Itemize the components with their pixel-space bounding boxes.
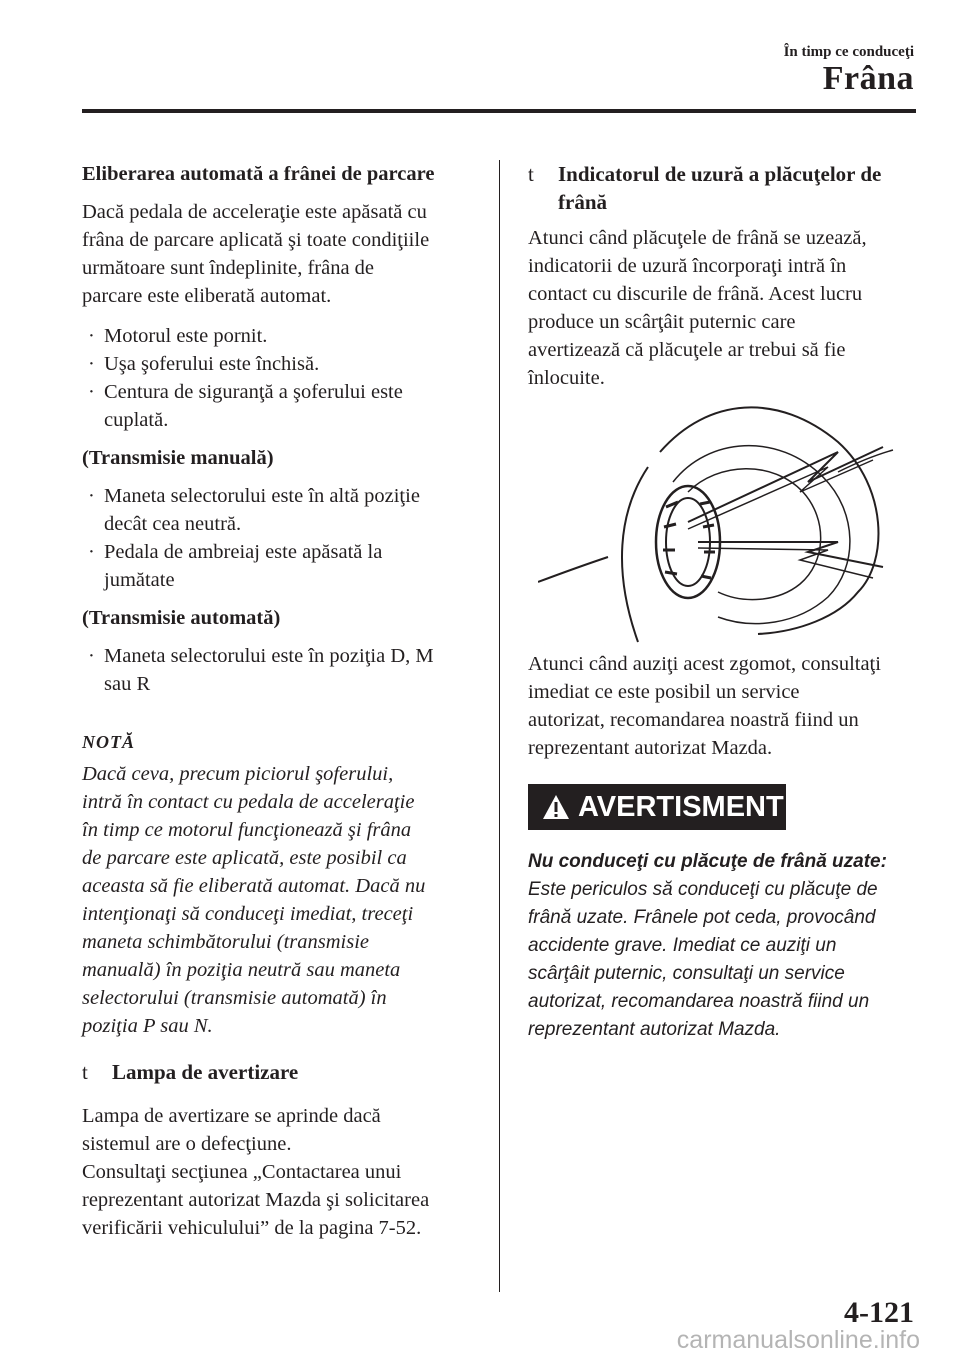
list-item bbox=[82, 322, 470, 350]
note-line: maneta schimbătorului (transmisie bbox=[82, 931, 369, 953]
note-text bbox=[82, 760, 470, 1040]
list-item bbox=[82, 642, 470, 698]
list-item-line: jumătate bbox=[104, 569, 175, 591]
page-number: 4-121 bbox=[844, 1296, 914, 1329]
paragraph-line: Dacă pedala de acceleraţie este apăsată cu bbox=[82, 201, 427, 223]
heading-line: Indicatorul de uzură a plăcuţelor de bbox=[558, 162, 882, 186]
warning-text bbox=[528, 848, 908, 1044]
warning-line: scârţâit puternic, consultaţi un service bbox=[528, 963, 845, 984]
list-item-line: Centura de siguranţă a şoferului este bbox=[104, 381, 403, 403]
note-line: de parcare este aplicată, este posibil ca bbox=[82, 847, 407, 869]
note-line: selectorului (transmisie automată) în bbox=[82, 987, 387, 1009]
right-column-lower bbox=[528, 650, 918, 1044]
squeal-bolt-lower bbox=[698, 542, 883, 567]
body-line bbox=[538, 557, 608, 582]
note-line: intenţionaţi să conduceţi imediat, treceţi bbox=[82, 903, 414, 925]
warning-line: Este periculos să conduceţi cu plăcuţe de bbox=[528, 879, 878, 900]
section-marker-icon: t bbox=[528, 162, 534, 186]
manual-transmission-heading: (Transmisie manuală) bbox=[82, 447, 274, 469]
body-line-right bbox=[838, 450, 893, 472]
heading-line: frână bbox=[558, 190, 607, 214]
header-rule bbox=[82, 109, 916, 113]
list-item-line: sau R bbox=[104, 673, 151, 695]
section-marker-icon: t bbox=[82, 1060, 88, 1084]
auto-release-heading: Eliberarea automată a frânei de parcare bbox=[82, 163, 435, 185]
paragraph-line: avertizează că plăcuţele ar trebui să fie bbox=[528, 339, 846, 361]
paragraph-line: înlocuite. bbox=[528, 367, 605, 389]
note-line: în timp ce motorul funcţionează şi frâna bbox=[82, 819, 412, 841]
list-item bbox=[82, 538, 470, 594]
auto-release-intro bbox=[82, 198, 470, 310]
automatic-conditions-list bbox=[82, 642, 470, 698]
paragraph-line: reprezentant autorizat Mazda şi solicitarea bbox=[82, 1189, 430, 1211]
column-divider bbox=[499, 160, 500, 1292]
bullet-dot-icon: · bbox=[88, 645, 95, 667]
brake-pad-wear-illustration bbox=[538, 392, 918, 644]
paragraph-line: Atunci când plăcuţele de frână se uzează, bbox=[528, 227, 867, 249]
list-item-line: Motorul este pornit. bbox=[104, 325, 268, 347]
paragraph-line: reprezentant autorizat Mazda. bbox=[528, 737, 773, 759]
warning-line: reprezentant autorizat Mazda. bbox=[528, 1019, 781, 1040]
bullet-dot-icon: · bbox=[88, 485, 95, 507]
squeal-bolt-upper-inner bbox=[688, 460, 873, 529]
paragraph-line: Atunci când auziţi acest zgomot, consultaţi bbox=[528, 653, 881, 675]
warning-banner bbox=[528, 784, 786, 830]
warning-triangle-icon bbox=[542, 793, 570, 821]
paragraph-line: Lampa de avertizare se aprinde dacă bbox=[82, 1105, 381, 1127]
note-line: manuală) în poziţia neutră sau maneta bbox=[82, 959, 401, 981]
note-line: Dacă ceva, precum piciorul şoferului, bbox=[82, 763, 394, 785]
warning-lamp-text bbox=[82, 1102, 470, 1242]
paragraph-line: sistemul are o defecţiune. bbox=[82, 1133, 292, 1155]
automatic-transmission-heading: (Transmisie automată) bbox=[82, 607, 281, 629]
watermark: carmanualsonline.info bbox=[676, 1326, 920, 1354]
list-item-line: Maneta selectorului este în poziţia D, M bbox=[104, 645, 434, 667]
list-item bbox=[82, 350, 470, 378]
paragraph-line: Consultaţi secţiunea „Contactarea unui bbox=[82, 1161, 402, 1183]
warning-line: autorizat, recomandarea noastră fiind un bbox=[528, 991, 870, 1012]
paragraph-line: autorizat, recomandarea noastră fiind un bbox=[528, 709, 859, 731]
list-item-line: Maneta selectorului este în altă poziţie bbox=[104, 485, 420, 507]
wear-indicator-text bbox=[528, 224, 918, 392]
warning-label: AVERTISMENT bbox=[578, 791, 784, 823]
list-item-line: decât cea neutră. bbox=[104, 513, 242, 535]
service-advice-text bbox=[528, 650, 918, 762]
paragraph-line: contact cu discurile de frână. Acest lucru bbox=[528, 283, 863, 305]
chapter-title: În timp ce conduceţi bbox=[783, 44, 914, 60]
bullet-dot-icon: · bbox=[88, 381, 95, 403]
wear-indicator-heading-text bbox=[558, 160, 918, 216]
list-item bbox=[82, 482, 470, 538]
paragraph-line: imediat ce este posibil un service bbox=[528, 681, 800, 703]
list-item bbox=[82, 378, 470, 434]
paragraph-line: produce un scârţâit puternic care bbox=[528, 311, 796, 333]
paragraph-line: frâna de parcare aplicată şi toate condiţiile bbox=[82, 229, 430, 251]
paragraph-line: parcare este eliberată automat. bbox=[82, 285, 332, 307]
warning-lamp-heading-text: Lampa de avertizare bbox=[112, 1060, 299, 1084]
list-item-line: Uşa şoferului este închisă. bbox=[104, 353, 320, 375]
wheel-arch-left bbox=[622, 467, 648, 642]
note-line: aceasta să fie eliberată automat. Dacă nu bbox=[82, 875, 426, 897]
paragraph-line: următoare sunt îndeplinite, frâna de bbox=[82, 257, 375, 279]
bullet-dot-icon: · bbox=[88, 353, 95, 375]
paragraph-line: verificării vehiculului” de la pagina 7-52. bbox=[82, 1217, 422, 1239]
note-line: intră în contact cu pedala de acceleraţie bbox=[82, 791, 415, 813]
bullet-dot-icon: · bbox=[88, 541, 95, 563]
note-title: NOTĂ bbox=[82, 732, 135, 752]
disc-outer bbox=[673, 446, 850, 624]
list-item-line: cuplată. bbox=[104, 409, 169, 431]
warning-body bbox=[528, 876, 908, 1044]
paragraph-line: indicatorii de uzură încorporaţi intră în bbox=[528, 255, 847, 277]
disc-inner bbox=[688, 469, 821, 600]
warning-title: Nu conduceţi cu plăcuţe de frână uzate: bbox=[528, 851, 887, 872]
note-line: poziţia P sau N. bbox=[82, 1015, 213, 1037]
bullet-dot-icon: · bbox=[88, 325, 95, 347]
general-conditions-list bbox=[82, 322, 470, 434]
warning-lamp-heading bbox=[82, 1058, 470, 1086]
right-column bbox=[528, 160, 918, 392]
warning-line: frână uzate. Frânele pot ceda, provocând bbox=[528, 907, 876, 928]
left-column bbox=[82, 160, 470, 1242]
manual-conditions-list bbox=[82, 482, 470, 594]
section-title: Frâna bbox=[822, 60, 914, 97]
list-item-line: Pedala de ambreiaj este apăsată la bbox=[104, 541, 383, 563]
wear-indicator-heading bbox=[528, 160, 918, 216]
warning-line: accidente grave. Imediat ce auziţi un bbox=[528, 935, 837, 956]
